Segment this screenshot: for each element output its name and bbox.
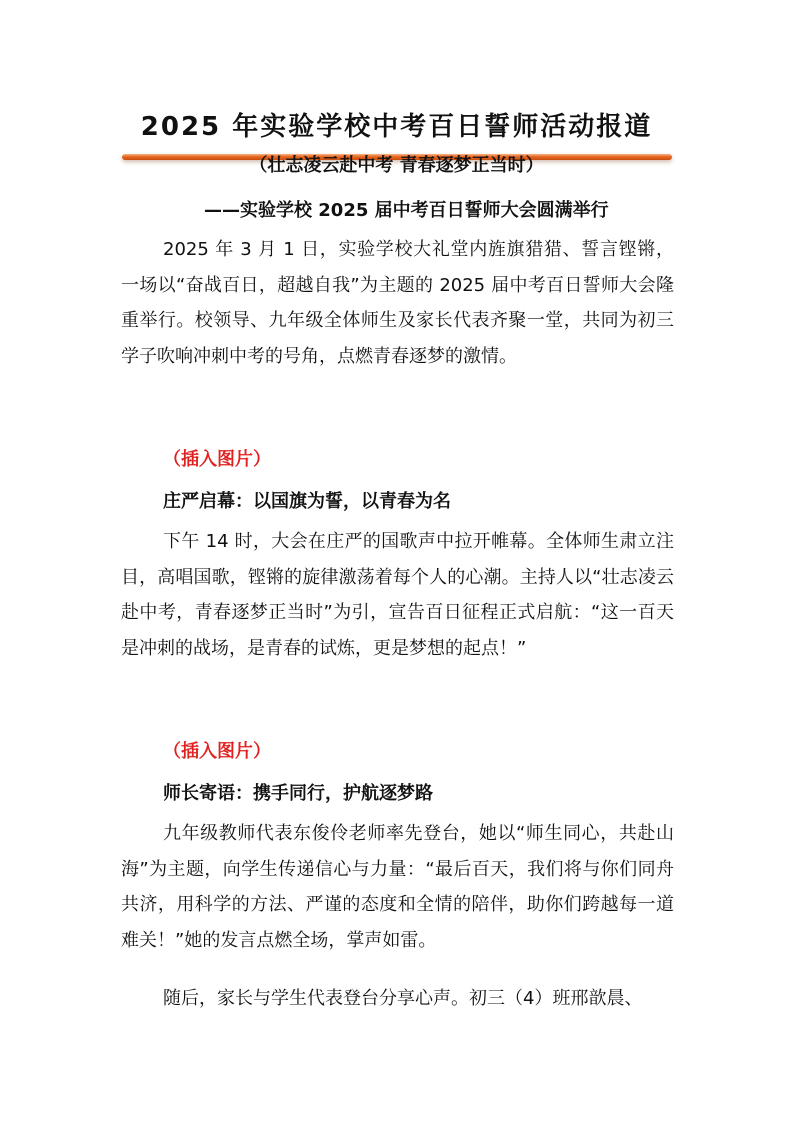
insert-image-placeholder-1: （插入图片） [163, 449, 271, 470]
paragraph-teacher-speech: 九年级教师代表东俊伶老师率先登台，她以“师生同心，共赴山海”为主题，向学生传递信心与力量：“最后百天，我们将与你们同舟共济，用科学的方法、严谨的态度和全情的陪伴，助你们跨越每一道难关！”她的发言点燃全场，掌声如雷。 [121, 823, 674, 951]
sub-headline: ——实验学校 2025 届中考百日誓师大会圆满举行 [204, 200, 609, 221]
subtitle: （壮志凌云赴中考 青春逐梦正当时） [249, 155, 544, 176]
section-heading-teacher: 师长寄语：携手同行，护航逐梦路 [163, 783, 433, 804]
section-heading-opening: 庄严启幕：以国旗为誓，以青春为名 [163, 491, 451, 512]
page-title: 2025 年实验学校中考百日誓师活动报道 [140, 112, 653, 142]
paragraph-parent-student: 随后，家长与学生代表登台分享心声。初三（4）班邢歆晨、 [163, 988, 643, 1009]
insert-image-placeholder-2: （插入图片） [163, 741, 271, 762]
paragraph-intro: 2025 年 3 月 1 日，实验学校大礼堂内旌旗猎猎、誓言铿锵，一场以“奋战百日，超越自我”为主题的 2025 届中考百日誓师大会隆重举行。校领导、九年级全体师生及家长代表齐聚一堂，共同为初三学子吹响冲刺中考的号角，点燃青春逐梦的激情。 [121, 239, 674, 367]
paragraph-opening: 下午 14 时，大会在庄严的国歌声中拉开帷幕。全体师生肃立注目，高唱国歌，铿锵的旋律激荡着每个人的心潮。主持人以“壮志凌云赴中考，青春逐梦正当时”为引，宣告百日征程正式启航：“这一百天是冲刺的战场，是青春的试炼，更是梦想的起点！” [121, 531, 674, 659]
